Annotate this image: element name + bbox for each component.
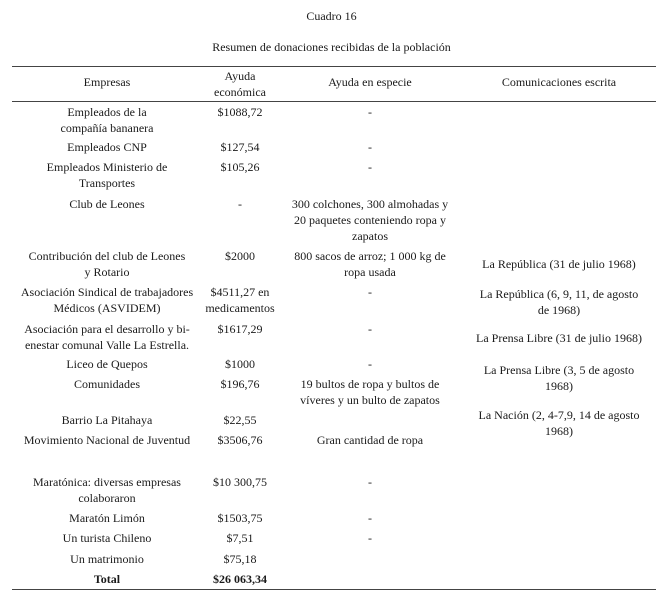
- cell-comunicacion: La República (6, 9, 11, de agosto de 1968): [479, 287, 639, 317]
- cell-comunicacion: La Nación (2, 4-7,9, 14 de agosto 1968): [478, 408, 640, 438]
- cell-especie: -: [368, 285, 372, 299]
- cell-empresa: Barrio La Pitahaya: [61, 413, 153, 427]
- cell-comunicacion: La Prensa Libre (31 de julio 1968): [476, 331, 642, 345]
- cell-empresa: Asociación Sindical de trabajadores Médicos (ASVIDEM): [20, 285, 194, 315]
- table-caption: Cuadro 16: [306, 9, 357, 23]
- cell-empresa: Empleados Ministerio de Transportes: [46, 160, 168, 190]
- cell-ayuda: $75,18: [223, 552, 257, 566]
- cell-comunicacion: La Prensa Libre (3, 5 de agosto 1968): [483, 363, 635, 393]
- cell-ayuda: $105,26: [220, 160, 260, 174]
- cell-ayuda: $22,55: [223, 413, 257, 427]
- cell-empresa: Contribución del club de Leones y Rotario: [28, 249, 186, 279]
- header-ayuda-especie: Ayuda en especie: [328, 75, 412, 89]
- cell-empresa: Movimiento Nacional de Juventud: [23, 433, 191, 447]
- cell-empresa: Maratónica: diversas empresas colaboraron: [33, 475, 181, 505]
- cell-empresa: Un turista Chileno: [62, 531, 152, 545]
- cell-ayuda: $196,76: [220, 377, 260, 391]
- cell-empresa: Maratón Limón: [69, 511, 145, 525]
- cell-especie: -: [368, 511, 372, 525]
- cell-empresa: Empleados CNP: [67, 140, 147, 154]
- cell-ayuda: $1000: [225, 357, 255, 371]
- cell-especie: 300 colchones, 300 almohadas y 20 paquetes conteniendo ropa y zapatos: [291, 197, 449, 243]
- cell-empresa: Comunidades: [74, 377, 140, 391]
- cell-especie: -: [368, 531, 372, 545]
- cell-empresa: Liceo de Quepos: [66, 357, 148, 371]
- cell-ayuda: $7,51: [226, 531, 254, 545]
- bottom-rule: [12, 589, 656, 590]
- cell-especie: -: [368, 357, 372, 371]
- cell-ayuda: -: [238, 197, 242, 211]
- cell-ayuda: $10 300,75: [213, 475, 267, 489]
- header-comunicaciones: Comunicaciones escrita: [501, 75, 617, 89]
- header-ayuda-economica: Ayuda económica: [214, 69, 266, 99]
- cell-ayuda: $127,54: [220, 140, 260, 154]
- cell-ayuda: $2000: [225, 249, 255, 263]
- cell-especie: 19 bultos de ropa y bultos de víveres y un bulto de zapatos: [300, 377, 440, 407]
- cell-comunicacion: La República (31 de julio 1968): [482, 257, 636, 271]
- cell-ayuda: $4511,27 en medicamentos: [205, 285, 275, 315]
- cell-ayuda: $3506,76: [217, 433, 263, 447]
- cell-especie: 800 sacos de arroz; 1 000 kg de ropa usada: [294, 249, 446, 279]
- cell-empresa: Club de Leones: [69, 197, 145, 211]
- top-rule: [12, 66, 656, 67]
- cell-empresa: Asociación para el desarrollo y bi- enestar comunal Valle La Estrella.: [24, 322, 190, 352]
- header-empresas: Empresas: [83, 75, 131, 89]
- cell-especie: Gran cantidad de ropa: [316, 433, 424, 447]
- cell-especie: -: [368, 105, 372, 119]
- cell-empresa: Un matrimonio: [70, 552, 144, 566]
- total-value: $26 063,34: [213, 572, 267, 586]
- cell-especie: -: [368, 160, 372, 174]
- cell-especie: -: [368, 475, 372, 489]
- total-label: Total: [93, 572, 121, 586]
- cell-ayuda: $1617,29: [217, 322, 263, 336]
- table-subtitle: Resumen de donaciones recibidas de la población: [212, 40, 451, 54]
- cell-ayuda: $1503,75: [217, 511, 263, 525]
- cell-empresa: Empleados de la compañía bananera: [60, 105, 154, 135]
- cell-especie: -: [368, 140, 372, 154]
- cell-ayuda: $1088,72: [217, 105, 263, 119]
- cell-especie: -: [368, 322, 372, 336]
- header-rule: [12, 101, 656, 102]
